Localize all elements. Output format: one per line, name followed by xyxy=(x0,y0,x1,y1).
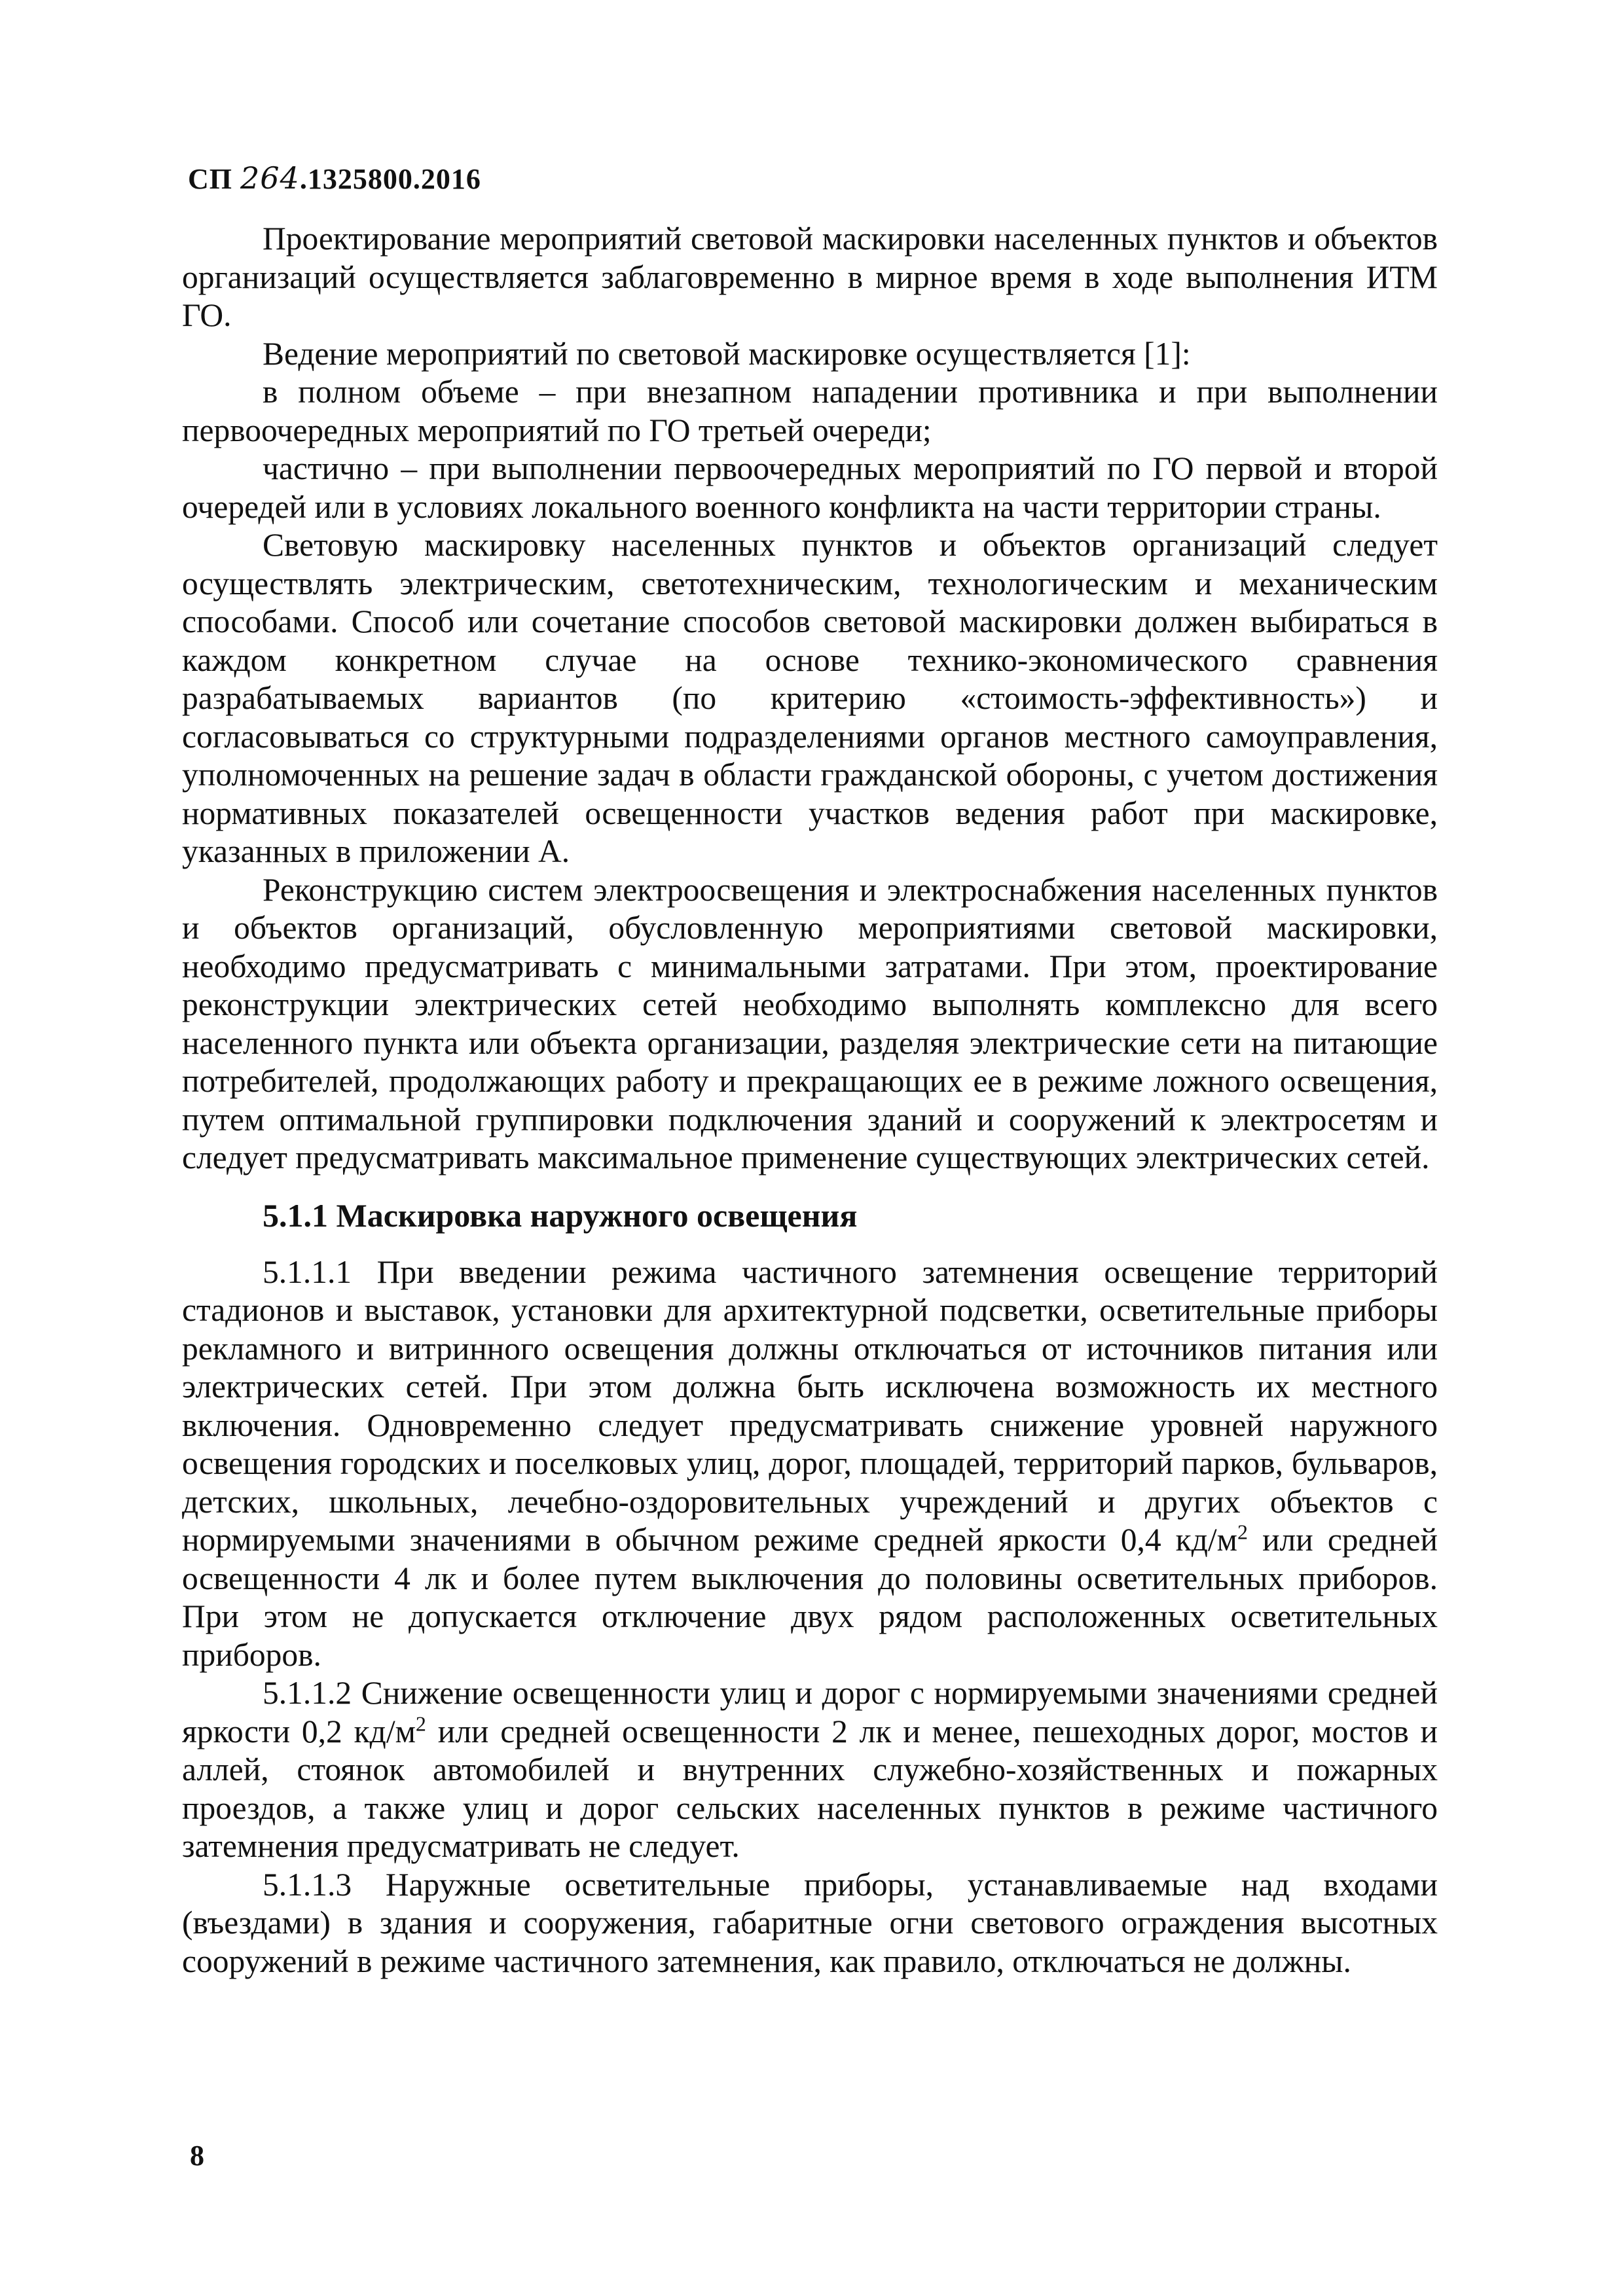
text-run: 5.1.1.1 При введении режима частичного затемнения освещение территорий стадионов и выставок, установки для архитектурной подсветки, осветительные приборы рекламного и витринного освещения должны отключаться от источников питания или электрических сетей. При этом должна быть исключена возможность их местного включения. Одновременно следует предусматривать снижение уровней наружного освещения городских и поселковых улиц, дорог, площадей, территорий парков, бульваров, детских, школьных, лечебно-оздоровительных учреждений и других объектов с нормируемыми значениями в обычном режиме средней яркости 0,4 кд/м xyxy=(182,1253,1438,1558)
superscript: 2 xyxy=(1237,1520,1248,1544)
document-code-header xyxy=(188,160,481,196)
handwritten-number: 264 xyxy=(240,160,300,196)
text-run: 5.1.1.2 Снижение освещенности улиц и дорог с нормируемыми значениями средней яркости 0,2 кд/м xyxy=(182,1675,1438,1749)
section-heading: 5.1.1 Маскировка наружного освещения xyxy=(263,1196,858,1234)
paragraph-5-1-1-2 xyxy=(182,1674,1438,1866)
paragraph: в полном объеме – при внезапном нападении противника и при выполнении первоочередных мероприятий по ГО третьей очереди; xyxy=(182,374,1438,448)
header-code: .1325800.2016 xyxy=(299,163,481,195)
paragraph: Ведение мероприятий по световой маскировке осуществляется [1]: xyxy=(263,335,1191,372)
document-body xyxy=(182,220,1438,1981)
header-prefix: СП xyxy=(188,163,240,195)
paragraph-5-1-1-1 xyxy=(182,1253,1438,1675)
superscript: 2 xyxy=(415,1712,426,1735)
text-run: или средней освещенности 4 лк и более путем выключения до половины осветительных приборов. При этом не допускается отключение двух рядом расположенных осветительных приборов. xyxy=(182,1522,1438,1673)
paragraph: Реконструкцию систем электроосвещения и электроснабжения населенных пунктов и объектов организаций, обусловленную мероприятиями световой маскировки, необходимо предусматривать с минимальными затратами. При этом, проектирование реконструкции электрических сетей необходимо выполнять комплексно для всего населенного пункта или объекта организации, разделяя электрические сети на питающие потребителей, продолжающих работу и прекращающих ее в режиме ложного освещения, путем оптимальной группировки подключения зданий и сооружений к электросетям и следует предусматривать максимальное применение существующих электрических сетей. xyxy=(182,871,1438,1175)
text-run: или средней освещенности 2 лк и менее, пешеходных дорог, мостов и аллей, стоянок автомобилей и внутренних служебно-хозяйственных и пожарных проездов, а также улиц и дорог сельских населенных пунктов в режиме частичного затемнения предусматривать не следует. xyxy=(182,1713,1438,1864)
page-number: 8 xyxy=(190,2140,204,2172)
paragraph: частично – при выполнении первоочередных мероприятий по ГО первой и второй очередей или в условиях локального военного конфликта на части территории страны. xyxy=(182,450,1438,525)
paragraph-5-1-1-3: 5.1.1.3 Наружные осветительные приборы, устанавливаемые над входами (въездами) в здания и сооружения, габаритные огни светового ограждения высотных сооружений в режиме частичного затемнения, как правило, отключаться не должны. xyxy=(182,1866,1438,1979)
paragraph: Проектирование мероприятий световой маскировки населенных пунктов и объектов организаций осуществляется заблаговременно в мирное время в ходе выполнения ИТМ ГО. xyxy=(182,221,1438,333)
paragraph: Световую маскировку населенных пунктов и объектов организаций следует осуществлять электрическим, светотехническим, технологическим и механическим способами. Способ или сочетание способов световой маскировки должен выбираться в каждом конкретном случае на основе технико-экономического сравнения разрабатываемых вариантов (по критерию «стоимость-эффективность») и согласовываться со структурными подразделениями органов местного самоуправления, уполномоченных на решение задач в области гражданской обороны, с учетом достижения нормативных показателей освещенности участков ведения работ при маскировке, указанных в приложении А. xyxy=(182,527,1438,869)
